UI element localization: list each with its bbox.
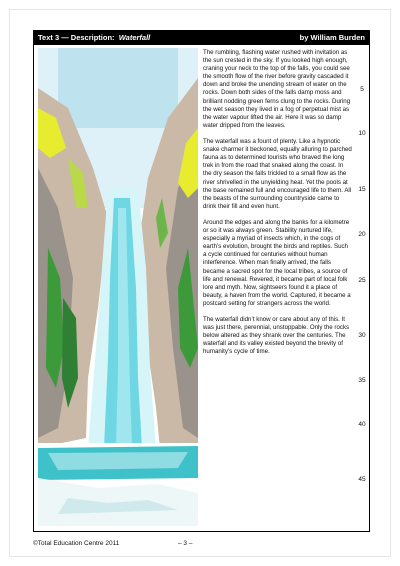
- description-text: [203, 49, 353, 365]
- line-number: 25: [358, 277, 366, 284]
- footer-copyright: ©Total Education Centre 2011: [33, 540, 120, 547]
- author-byline: by William Burden: [299, 32, 365, 42]
- line-number: 35: [358, 377, 366, 384]
- title-italic: Waterfall: [118, 32, 151, 42]
- line-number: 5: [360, 86, 364, 93]
- header-bar: [33, 30, 370, 44]
- paragraph-1: The rumbling, flashing water rushed with invitation as the sun crested in the sky. If you looked high enough, craning your neck to the top of the falls, you could see the smooth flow of the river before gravity cascaded it down and broke the unending stream of water on the rocks. Down both sides of the falls damp moss and brilliant nodding green ferns clung to the rocks. During the wet season they lived in a fog of perpetual mist as the water vapour lifted the air. Here it was so damp water dripped from the leaves.: [203, 49, 351, 129]
- line-number: 10: [358, 130, 366, 137]
- paragraph-2: The waterfall was a fount of plenty. Like a hypnotic snake charmer it beckoned, equally alluring to parched fauna as to determined tourists who braved the long trek in from the road that snaked along the coast. In the dry season the falls trickled to a small flow as the river shrivelled in the unyielding heat. Yet the pools at the base remained full and encouraged life to them. All the beasts of the surrounding countryside came to drink their fill and even hunt.: [203, 138, 352, 210]
- paragraph-3: Around the edges and along the banks for a kilometre or so it was always green. Stability nurtured life, especially a myriad of insects which, in the cogs of earth’s evolution, brought the birds and reptiles. Such a cycle continued for centuries without human interference. When man finally arrived, the falls became a sacred spot for the local tribes, a source of life and renewal. Revered, it became part of local folk lore and myth. Now, sightseers found it a place of beauty, a haven from the world. Captured, it became a postcard setting for strangers across the world.: [203, 218, 351, 307]
- title-prefix: Text 3 — Description:: [38, 32, 115, 42]
- paragraph-4: The waterfall didn’t know or care about any of this. It was just there, perennial, unstoppable. Only the rocks below altered as they shrank over the centuries. The waterfall and its valley existed beyond the brevity of humanity’s cycle of time.: [203, 316, 350, 356]
- footer-page-number: – 3 –: [178, 540, 193, 547]
- line-number: 15: [358, 186, 366, 193]
- line-number: 20: [358, 231, 366, 238]
- line-number: 30: [358, 332, 366, 339]
- line-number: 45: [358, 476, 366, 483]
- waterfall-illustration: [38, 48, 198, 526]
- line-number: 40: [358, 421, 366, 428]
- page-title: [38, 33, 150, 42]
